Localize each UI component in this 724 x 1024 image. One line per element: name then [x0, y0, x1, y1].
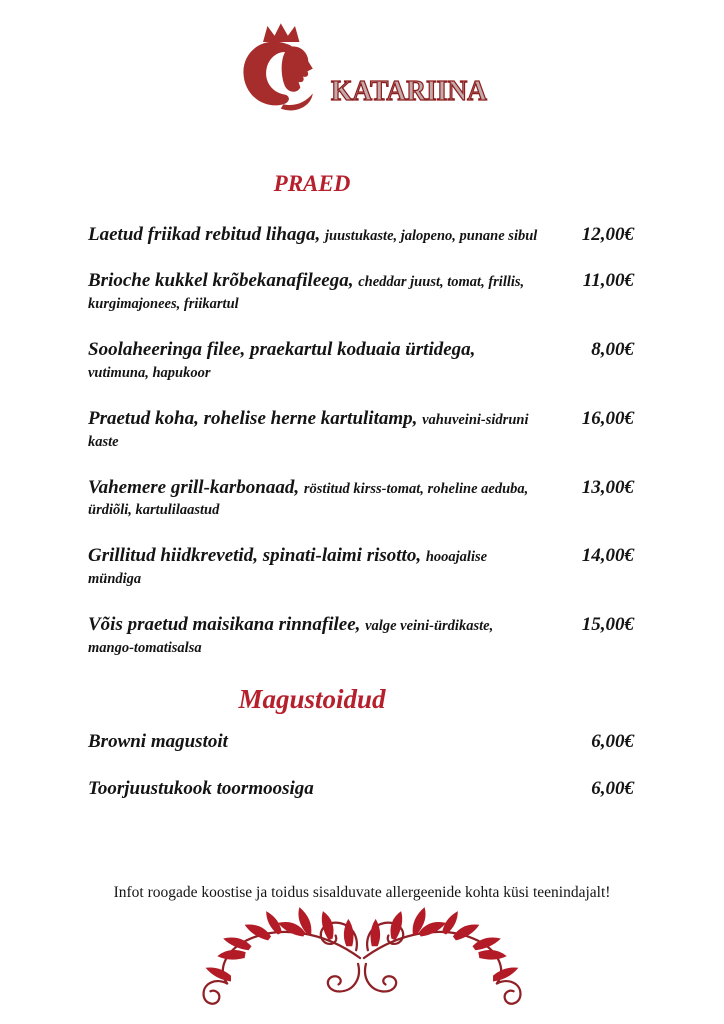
dish-description: cheddar juust, tomat, frillis, kurgimajonees, friikartul [88, 274, 525, 313]
queen-crown-icon [234, 18, 324, 114]
dish-text [88, 477, 540, 521]
dish-description: valge veini-ürdikaste, mango-tomatisalsa [88, 617, 494, 656]
dish-price: 6,00€ [591, 777, 634, 799]
dish-price: 6,00€ [591, 730, 634, 752]
menu-content [88, 170, 634, 825]
dish-text [88, 731, 540, 753]
dish-name: Vahemere grill-karbonaad, [88, 476, 300, 498]
dish-name: Grillitud hiidkrevetid, spinati-laimi risotto, [88, 545, 422, 567]
dish-price: 16,00€ [581, 407, 634, 429]
dish-name: Laetud friikad rebitud lihaga, [88, 223, 321, 245]
menu-item-row [88, 339, 634, 383]
menu-item-row [88, 778, 634, 800]
menu-item-row [88, 408, 634, 452]
section-title-praed: PRAED [273, 171, 351, 196]
dish-description: vutimuna, hapukoor [88, 364, 211, 381]
menu-item-row [88, 270, 634, 314]
brand-wordmark [329, 70, 491, 110]
dish-name: Browni magustoit [88, 730, 228, 752]
dish-text [88, 778, 540, 800]
dish-text [88, 224, 540, 246]
dish-price: 13,00€ [581, 476, 634, 498]
allergen-note: Infot roogade koostise ja toidus sisalduvate allergeenide kohta küsi teenindajalt! [113, 884, 611, 901]
dish-price: 15,00€ [581, 613, 634, 635]
dish-price: 14,00€ [581, 545, 634, 567]
dish-name: Toorjuustukook toormoosiga [88, 777, 314, 799]
dish-text [88, 545, 540, 589]
dish-name: Brioche kukkel krõbekanafileega, [88, 270, 354, 292]
brand-name: KATARIINA [330, 75, 487, 107]
dish-text [88, 614, 540, 658]
dish-text [88, 339, 540, 383]
dish-description: vahuveini-sidruni kaste [88, 411, 529, 450]
menu-item-row [88, 731, 634, 753]
dish-name: Soolaheeringa filee, praekartul koduaia ürtidega, [88, 339, 476, 361]
dish-text [88, 270, 540, 314]
dish-name: Praetud koha, rohelise herne kartulitamp, [88, 407, 418, 429]
section-title-magustoidud: Magustoidud [238, 683, 386, 714]
menu-item-row [88, 545, 634, 589]
dish-price: 12,00€ [581, 223, 634, 245]
dish-name: Võis praetud maisikana rinnafilee, [88, 613, 361, 635]
dish-description: juustukaste, jalopeno, punane sibul [325, 227, 538, 244]
restaurant-logo [0, 16, 724, 114]
menu-item-row [88, 224, 634, 246]
menu-item-row [88, 477, 634, 521]
dish-description: hooajalise mündiga [88, 549, 488, 588]
dish-price: 11,00€ [582, 270, 634, 292]
floral-flourish-icon [186, 906, 538, 1012]
dish-text [88, 408, 540, 452]
menu-item-row [88, 614, 634, 658]
dish-price: 8,00€ [591, 339, 634, 361]
dish-description: röstitud kirss-tomat, roheline aeduba, ürdiõli, kartulilaastud [88, 480, 529, 519]
